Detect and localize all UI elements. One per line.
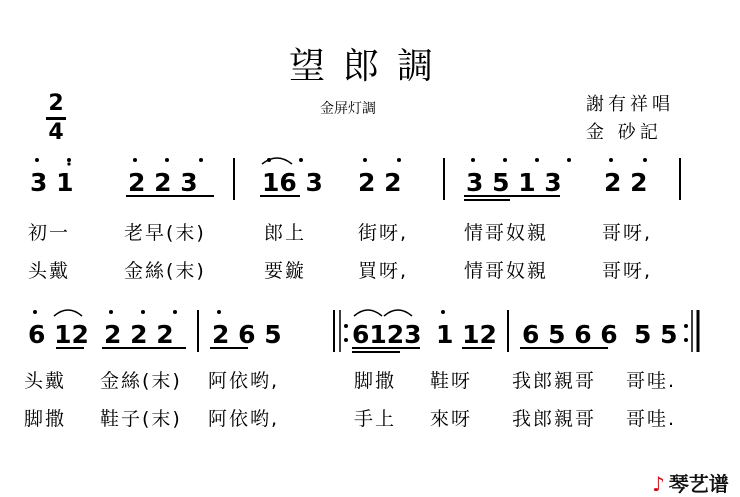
note-group: 2 2 3 [128, 168, 198, 197]
note-group: 16 3 [262, 168, 323, 197]
time-signature-denominator: 4 [48, 120, 64, 145]
octave-dot [165, 158, 169, 162]
lyric: 初一 [28, 222, 71, 244]
lyric: 阿依哟, [208, 370, 280, 392]
octave-dot [67, 158, 71, 162]
lyric: 鞋子(末) [100, 408, 182, 430]
lyric: 我郎親哥 [512, 408, 597, 430]
note-group: 6 12 [28, 320, 89, 349]
repeat-dot [684, 338, 688, 342]
octave-dot [609, 158, 613, 162]
credit-singer: 謝有祥唱 [586, 94, 674, 115]
lyric: 我郎親哥 [512, 370, 597, 392]
note-group: 2 2 2 [104, 320, 174, 349]
tie [384, 310, 412, 316]
lyric: 街呀, [358, 222, 409, 244]
note-group: 3 5 1 3 [466, 168, 562, 197]
lyric: 情哥奴親 [464, 222, 549, 244]
lyric: 哥呀, [602, 260, 653, 282]
repeat-dot [684, 324, 688, 328]
repeat-dot [344, 324, 348, 328]
note-group: 2 2 [604, 168, 648, 197]
octave-dot [35, 158, 39, 162]
octave-dot [535, 158, 539, 162]
lyric: 來呀 [430, 408, 473, 430]
repeat-dot [344, 338, 348, 342]
octave-dot [567, 158, 571, 162]
lyric: 郎上 [264, 222, 307, 244]
octave-dot [217, 310, 221, 314]
watermark-text: 琴艺谱 [668, 472, 729, 496]
note-group: 3 1 [30, 168, 74, 197]
tie [262, 158, 292, 164]
lyric: 哥哇. [626, 370, 677, 392]
octave-dot [471, 158, 475, 162]
octave-dot [441, 310, 445, 314]
octave-dot [173, 310, 177, 314]
octave-dot [267, 158, 271, 162]
octave-dot [67, 162, 70, 165]
logo-icon: ♪ [652, 472, 665, 496]
lyric: 要鏇 [264, 260, 307, 282]
page-title: 望郎調 [288, 46, 451, 87]
lyric: 脚撒 [24, 408, 67, 430]
lyric: 脚撒 [354, 370, 397, 392]
octave-dot [109, 310, 113, 314]
lyric: 头戴 [24, 370, 67, 392]
credit-transcriber: 金 砂記 [586, 122, 662, 143]
octave-dot [643, 158, 647, 162]
lyric: 阿依哟, [208, 408, 280, 430]
octave-dot [199, 158, 203, 162]
octave-dot [299, 158, 303, 162]
octave-dot [133, 158, 137, 162]
lyric: 手上 [354, 408, 397, 430]
octave-dot [33, 310, 37, 314]
watermark-logo [652, 468, 729, 497]
lyric: 買呀, [358, 260, 409, 282]
octave-dot [503, 158, 507, 162]
lyric: 情哥奴親 [464, 260, 549, 282]
lyric: 哥哇. [626, 408, 677, 430]
lyric: 金絲(末) [124, 260, 206, 282]
lyric: 哥呀, [602, 222, 653, 244]
lyric: 老早(末) [124, 222, 206, 244]
note-group: 6 5 6 6 [522, 320, 618, 349]
octave-dot [363, 158, 367, 162]
octave-dot [397, 158, 401, 162]
tie [54, 310, 82, 316]
note-group: 5 5 [634, 320, 678, 349]
note-group: 1 12 [436, 320, 497, 349]
tie [354, 310, 382, 316]
lyric: 头戴 [28, 260, 71, 282]
time-signature-numerator: 2 [48, 91, 64, 116]
subtitle: 金屏灯調 [320, 101, 376, 117]
note-group: 2 6 5 [212, 320, 282, 349]
lyric: 金絲(末) [100, 370, 182, 392]
note-group: 6123 [352, 320, 422, 349]
lyric: 鞋呀 [430, 370, 473, 392]
octave-dot [141, 310, 145, 314]
note-group: 2 2 [358, 168, 402, 197]
